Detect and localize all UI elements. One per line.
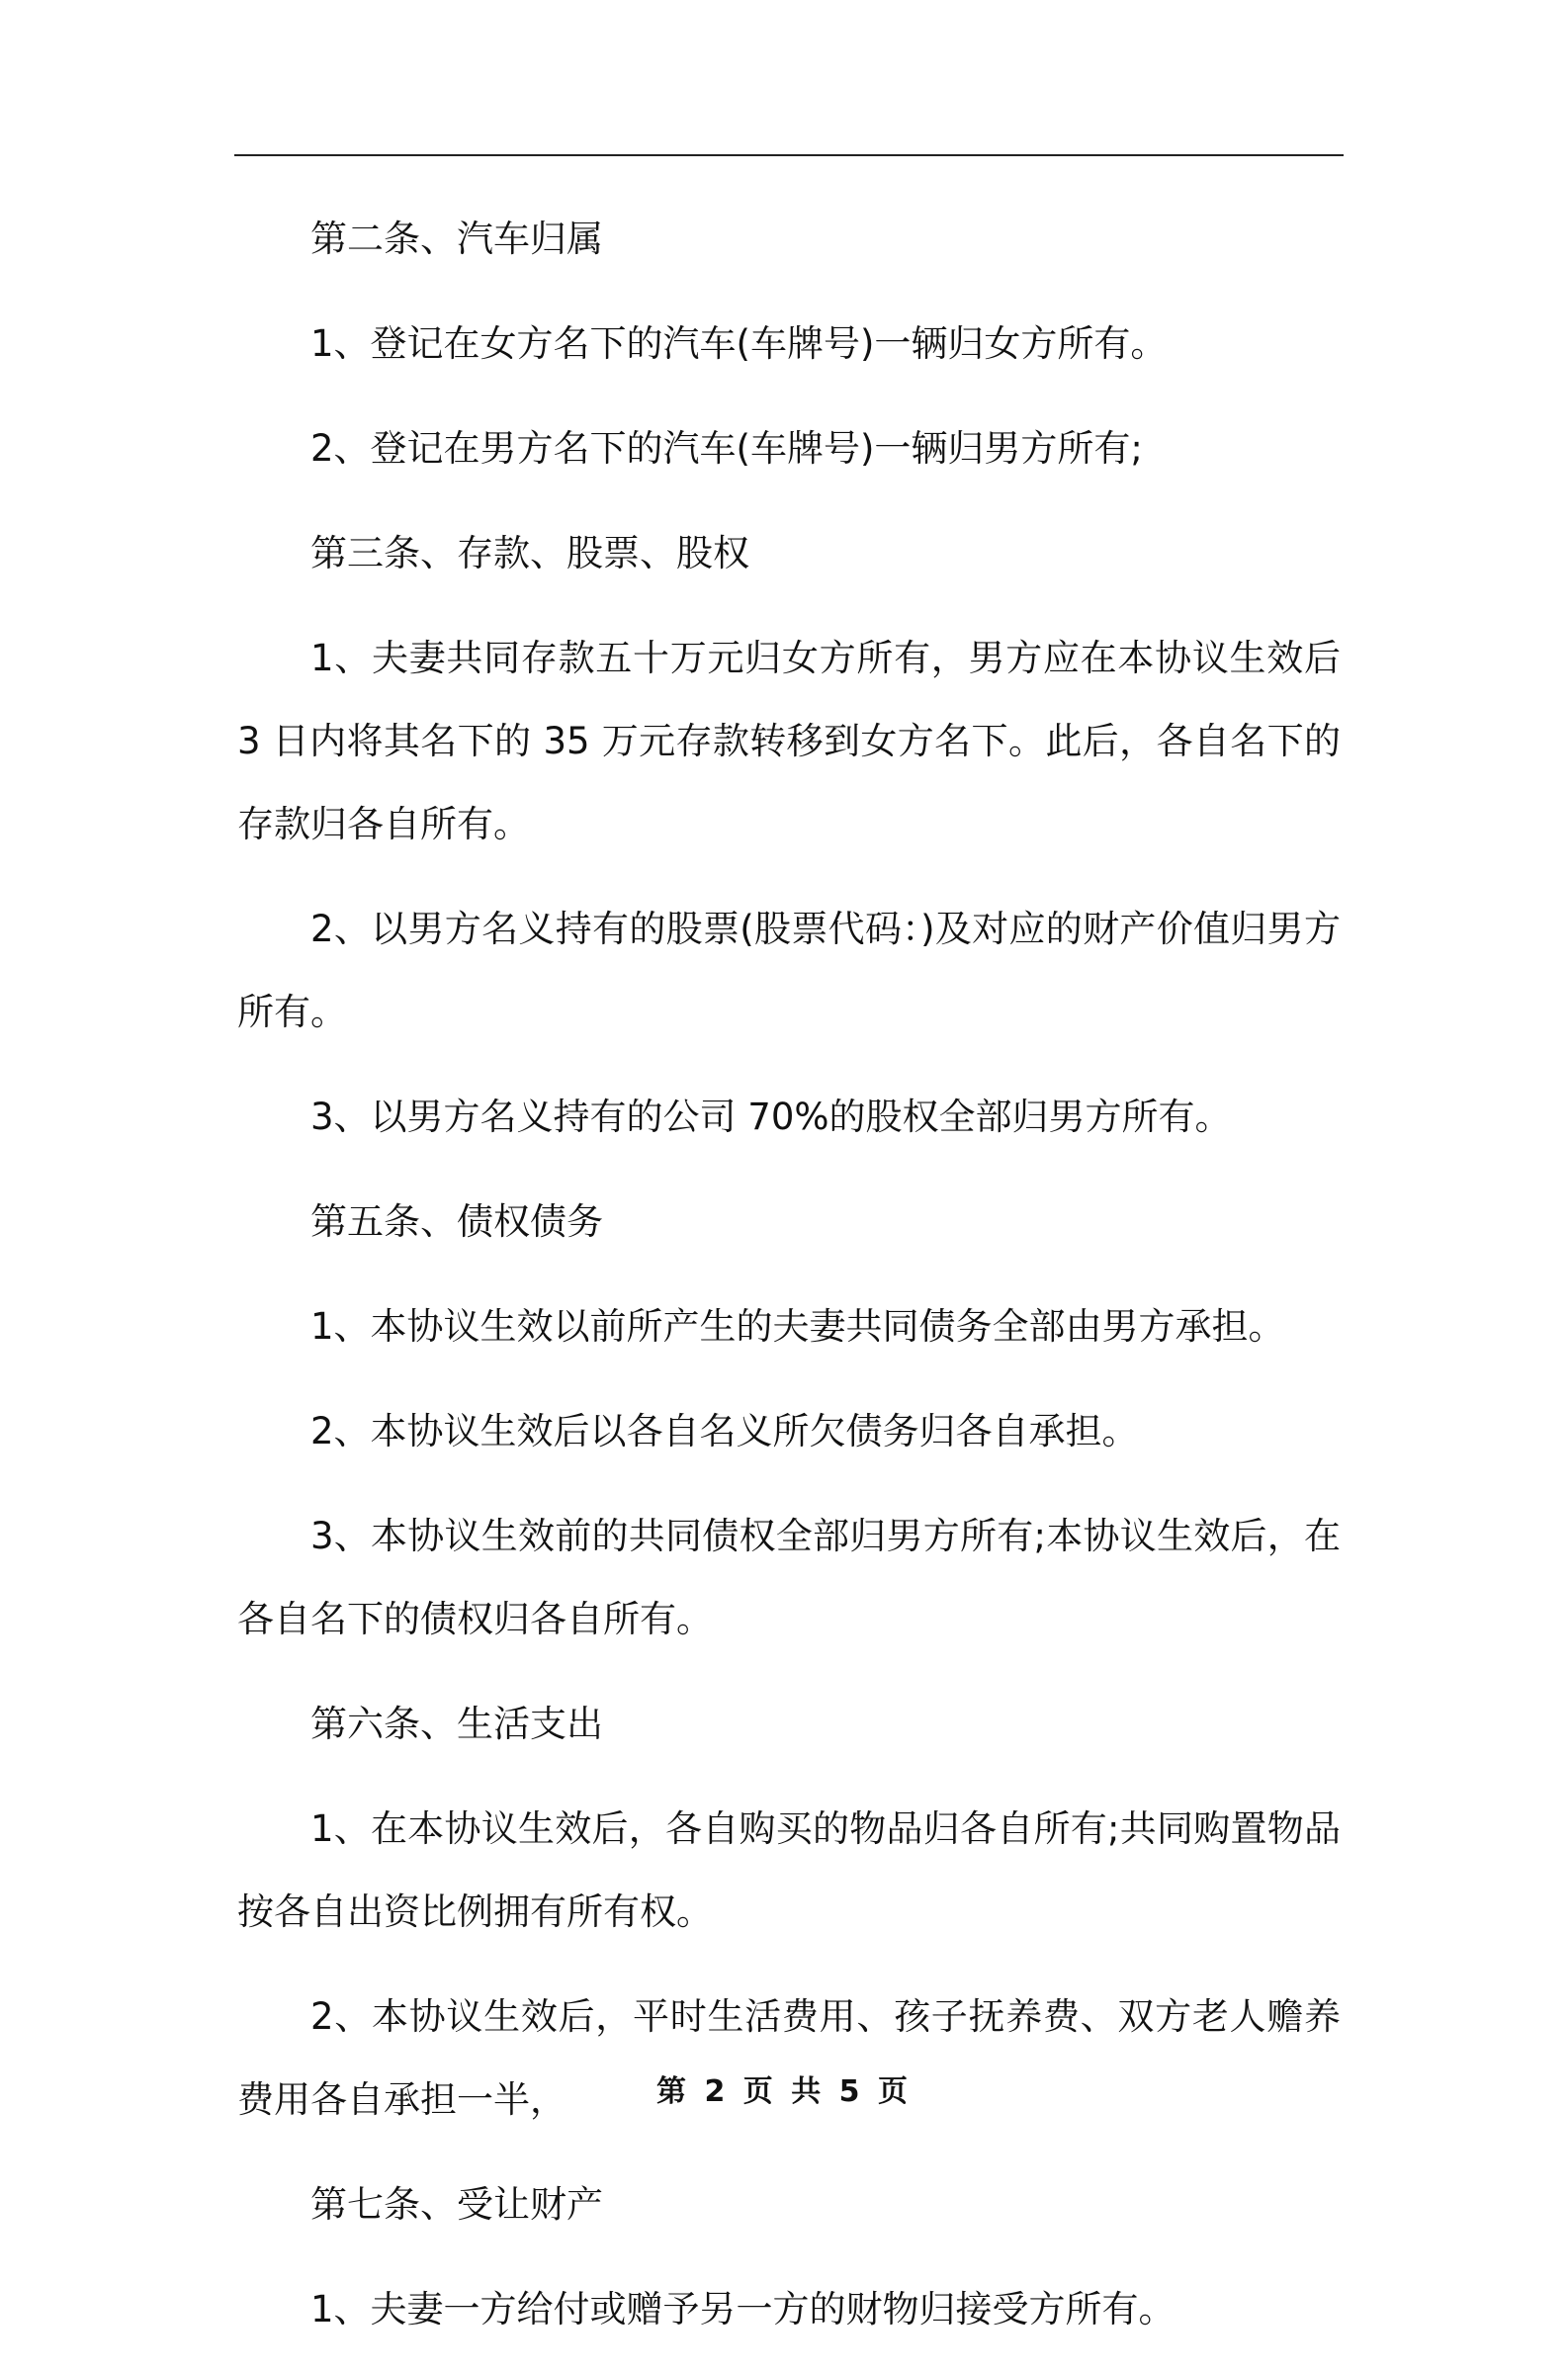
clause-debts-3: 3、本协议生效前的共同债权全部归男方所有;本协议生效后，在各自名下的债权归各自所有。: [237, 1515, 1341, 1640]
clause-transfer-1: 1、夫妻一方给付或赠予另一方的财物归接受方所有。: [310, 2288, 1176, 2330]
section-heading-savings: 第三条、存款、股票、股权: [310, 532, 749, 574]
page-number-footer: 第 2 页 共 5 页: [656, 2074, 912, 2109]
section-heading-debts: 第五条、债权债务: [310, 1200, 603, 1243]
section-heading-transfer: 第七条、受让财产: [310, 2183, 603, 2226]
clause-living-1: 1、在本协议生效后，各自购买的物品归各自所有;共同购置物品按各自出资比例拥有所有权。: [237, 1807, 1341, 1933]
clause-debts-1: 1、本协议生效以前所产生的夫妻共同债务全部由男方承担。: [310, 1305, 1285, 1348]
header-rule: [234, 154, 1344, 156]
clause-debts-2: 2、本协议生效后以各自名义所欠债务归各自承担。: [310, 1410, 1139, 1452]
section-heading-car: 第二条、汽车归属: [310, 218, 603, 260]
clause-car-2: 2、登记在男方名下的汽车(车牌号)一辆归男方所有;: [310, 427, 1143, 470]
clause-living-2: 2、本协议生效后，平时生活费用、孩子抚养费、双方老人赡养费用各自承担一半，: [237, 1995, 1341, 2121]
clause-savings-3: 3、以男方名义持有的公司 70%的股权全部归男方所有。: [310, 1096, 1232, 1138]
clause-savings-1: 1、夫妻共同存款五十万元归女方所有，男方应在本协议生效后 3 日内将其名下的 35 万元存款转移到女方名下。此后，各自名下的存款归各自所有。: [237, 637, 1341, 845]
document-body: [237, 198, 1341, 2373]
clause-savings-2: 2、以男方名义持有的股票(股票代码：)及对应的财产价值归男方所有。: [237, 908, 1341, 1033]
section-heading-living: 第六条、生活支出: [310, 1703, 603, 1745]
clause-car-1: 1、登记在女方名下的汽车(车牌号)一辆归女方所有。: [310, 322, 1168, 365]
